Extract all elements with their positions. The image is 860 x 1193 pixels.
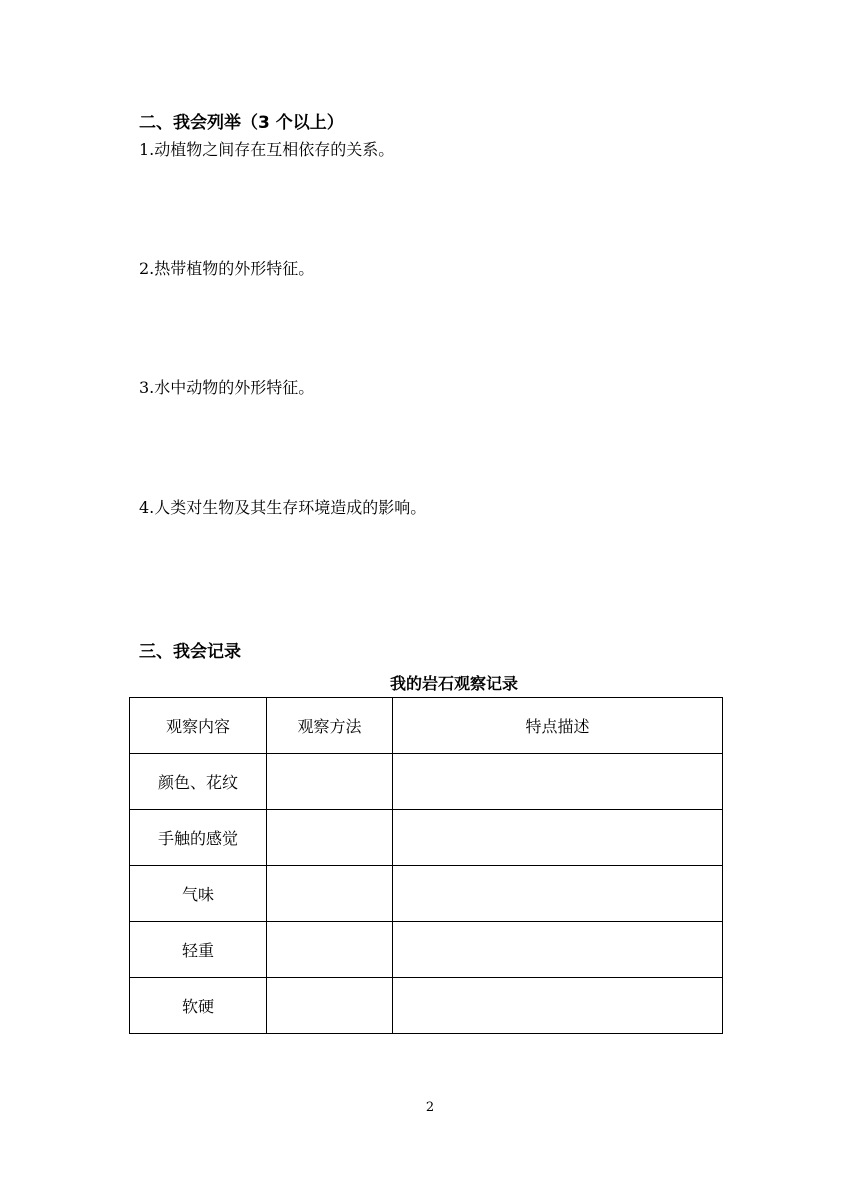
cell-content: 颜色、花纹	[130, 754, 267, 810]
cell-description[interactable]	[393, 754, 723, 810]
table-row	[130, 922, 723, 978]
cell-content: 手触的感觉	[130, 810, 267, 866]
table-row	[130, 810, 723, 866]
cell-description[interactable]	[393, 922, 723, 978]
table-row	[130, 754, 723, 810]
table-title: 我的岩石观察记录	[389, 674, 518, 693]
page-number: 2	[425, 1100, 435, 1115]
cell-method[interactable]	[267, 754, 393, 810]
table-row	[130, 866, 723, 922]
list-item-1: 1.动植物之间存在互相依存的关系。	[139, 140, 395, 159]
cell-method[interactable]	[267, 922, 393, 978]
list-item-3: 3.水中动物的外形特征。	[139, 378, 315, 397]
list-item-2: 2.热带植物的外形特征。	[139, 259, 315, 278]
cell-method[interactable]	[267, 866, 393, 922]
rock-observation-table	[129, 697, 723, 1034]
section-2-heading: 二、我会列举（3 个以上）	[139, 113, 344, 133]
cell-description[interactable]	[393, 810, 723, 866]
column-header-description: 特点描述	[393, 698, 723, 754]
cell-method[interactable]	[267, 978, 393, 1034]
section-3-heading: 三、我会记录	[139, 642, 241, 662]
column-header-content: 观察内容	[130, 698, 267, 754]
cell-description[interactable]	[393, 978, 723, 1034]
table-header-row	[130, 698, 723, 754]
list-item-4: 4.人类对生物及其生存环境造成的影响。	[139, 498, 427, 517]
cell-content: 气味	[130, 866, 267, 922]
cell-content: 软硬	[130, 978, 267, 1034]
column-header-method: 观察方法	[267, 698, 393, 754]
table-row	[130, 978, 723, 1034]
cell-content: 轻重	[130, 922, 267, 978]
cell-method[interactable]	[267, 810, 393, 866]
cell-description[interactable]	[393, 866, 723, 922]
